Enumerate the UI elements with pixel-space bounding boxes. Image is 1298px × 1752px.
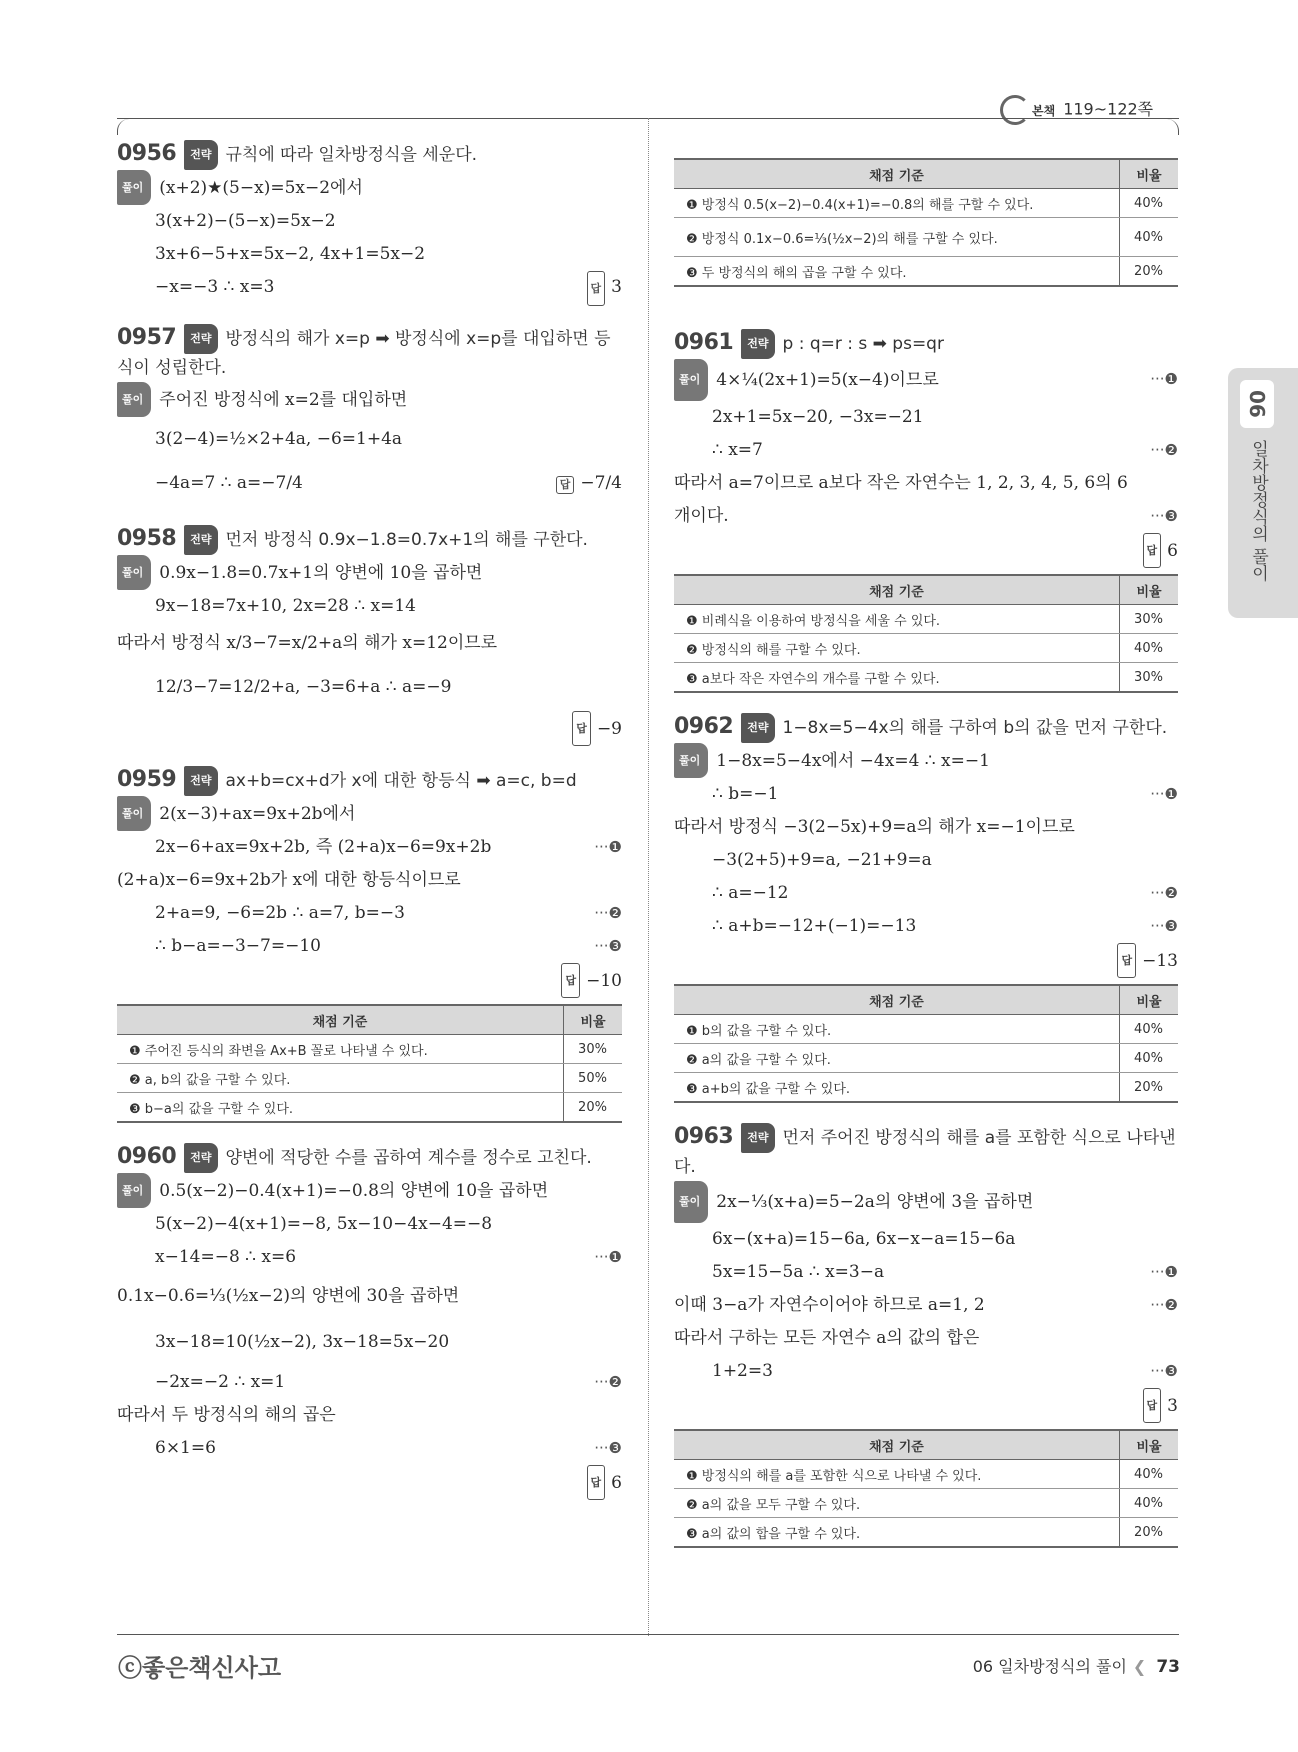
- solution-tag: 풀이: [117, 1173, 151, 1208]
- solution-line: 2x−⅓(x+a)=5−2a의 양변에 3을 곱하면: [716, 1192, 1034, 1212]
- criteria-header: 채점 기준: [674, 159, 1120, 189]
- problem-number: 0959: [117, 767, 177, 792]
- problem-header: [674, 1123, 1178, 1181]
- solution-line: 4×¼(2x+1)=5(x−4)이므로: [716, 370, 939, 390]
- step-marker: ···❶: [1150, 785, 1178, 803]
- table-row: ❷ 방정식의 해를 구할 수 있다. 40%: [674, 634, 1178, 663]
- problem-number: 0957: [117, 325, 177, 350]
- criteria-header: 채점 기준: [674, 1430, 1120, 1460]
- table-row: ❷ a의 값을 모두 구할 수 있다. 40%: [674, 1489, 1178, 1518]
- footer-page-info: [973, 1654, 1180, 1677]
- step-marker: ···❷: [594, 904, 622, 922]
- solution-line: 0.1x−0.6=⅓(½x−2)의 양변에 30을 곱하면: [117, 1286, 460, 1306]
- chevron-left-icon: ❮: [1132, 1657, 1147, 1676]
- strategy-tag: 전략: [184, 140, 217, 170]
- strategy-tag: 전략: [184, 766, 217, 796]
- right-column: [674, 140, 1178, 1568]
- solution-line: ∴ b−a=−3−7=−10: [155, 936, 321, 956]
- problem-number: 0962: [674, 714, 734, 739]
- solution-line: 2x−6+ax=9x+2b, 즉 (2+a)x−6=9x+2b: [155, 837, 492, 857]
- problem-0961: [674, 329, 1178, 693]
- problem-number: 0958: [117, 526, 177, 551]
- step-marker: ···❶: [1150, 370, 1178, 388]
- problem-number: 0963: [674, 1124, 734, 1149]
- strategy-tag: 전략: [741, 713, 774, 743]
- table-row: ❸ b−a의 값을 구할 수 있다. 20%: [117, 1093, 622, 1123]
- solution-line: 12/3−7=12/2+a, −3=6+a ∴ a=−9: [155, 677, 452, 697]
- answer-icon: 답: [572, 711, 591, 746]
- criteria-table: [674, 574, 1178, 693]
- table-row: ❷ a의 값을 구할 수 있다. 40%: [674, 1044, 1178, 1073]
- solution-line: 3x+6−5+x=5x−2, 4x+1=5x−2: [155, 244, 426, 264]
- problem-number: 0961: [674, 330, 734, 355]
- solution-line: 2+a=9, −6=2b ∴ a=7, b=−3: [155, 903, 405, 923]
- answer-value: −9: [596, 719, 622, 739]
- solution-line: 따라서 두 방정식의 해의 곱은: [117, 1405, 336, 1425]
- strategy-text: 먼저 방정식 0.9x−1.8=0.7x+1의 해를 구한다.: [225, 530, 588, 550]
- answer-value: 6: [1167, 541, 1178, 561]
- ratio-header: 비율: [1120, 575, 1179, 605]
- criteria-table: [674, 1429, 1178, 1548]
- problem-header: [117, 766, 622, 796]
- problem-0962: [674, 713, 1178, 1103]
- problem-header: [117, 1143, 622, 1173]
- table-row: ❸ a의 값의 합을 구할 수 있다. 20%: [674, 1518, 1178, 1548]
- reference-prefix: 본책: [1032, 103, 1056, 118]
- strategy-tag: 전략: [741, 1123, 774, 1153]
- step-marker: ···❶: [594, 1248, 622, 1266]
- table-row: ❷ a, b의 값을 구할 수 있다. 50%: [117, 1064, 622, 1093]
- answer-value: −7/4: [580, 473, 622, 493]
- ratio-header: 비율: [564, 1005, 623, 1035]
- strategy-text: ax+b=cx+d가 x에 대한 항등식 ➡ a=c, b=d: [225, 771, 577, 791]
- step-marker: ···❷: [1150, 1296, 1178, 1314]
- solution-line: 1+2=3: [712, 1361, 773, 1381]
- problem-header: [674, 329, 1178, 359]
- ratio-header: 비율: [1120, 159, 1179, 189]
- problem-number: 0956: [117, 141, 177, 166]
- strategy-text: 1−8x=5−4x의 해를 구하여 b의 값을 먼저 구한다.: [782, 718, 1168, 738]
- strategy-tag: 전략: [184, 1143, 217, 1173]
- answer-icon: 답: [1117, 943, 1136, 978]
- answer-icon: 답: [1143, 1388, 1162, 1423]
- step-marker: ···❸: [594, 937, 622, 955]
- column-divider: [648, 118, 649, 1636]
- answer-value: 6: [611, 1473, 622, 1493]
- solution-line: 9x−18=7x+10, 2x=28 ∴ x=14: [155, 596, 416, 616]
- problem-0963: [674, 1123, 1178, 1548]
- answer-icon: 답: [561, 963, 580, 998]
- footer-line: [117, 1634, 1179, 1635]
- solution-line: 5x=15−5a ∴ x=3−a: [712, 1262, 885, 1282]
- solution-line: 개이다.: [674, 506, 729, 526]
- solution-line: 2x+1=5x−20, −3x=−21: [712, 407, 924, 427]
- strategy-text: 양변에 적당한 수를 곱하여 계수를 정수로 고친다.: [225, 1148, 592, 1168]
- reference-range: 119~122쪽: [1063, 99, 1154, 119]
- solution-line: 0.5(x−2)−0.4(x+1)=−0.8의 양변에 10을 곱하면: [159, 1181, 549, 1201]
- answer-icon: 답: [587, 1465, 606, 1500]
- answer-value: −10: [586, 971, 622, 991]
- solution-line: −x=−3 ∴ x=3: [155, 277, 275, 297]
- step-marker: ···❷: [1150, 884, 1178, 902]
- criteria-header: 채점 기준: [674, 575, 1120, 605]
- solution-line: 3(x+2)−(5−x)=5x−2: [155, 211, 336, 231]
- solution-line: −4a=7 ∴ a=−7/4: [155, 473, 303, 493]
- problem-0959: [117, 766, 622, 1123]
- solution-line: (2+a)x−6=9x+2b가 x에 대한 항등식이므로: [117, 870, 461, 890]
- solution-line: 따라서 방정식 x/3−7=x/2+a의 해가 x=12이므로: [117, 633, 498, 653]
- problem-0960: [117, 1143, 622, 1500]
- table-row: ❶ 방정식의 해를 a를 포함한 식으로 나타낼 수 있다. 40%: [674, 1460, 1178, 1489]
- solution-line: 따라서 a=7이므로 a보다 작은 자연수는 1, 2, 3, 4, 5, 6의 6: [674, 473, 1128, 493]
- problem-0956: [117, 140, 622, 304]
- solution-line: ∴ b=−1: [712, 784, 779, 804]
- strategy-tag: 전략: [741, 329, 774, 359]
- answer-value: −13: [1142, 951, 1178, 971]
- solution-tag: 풀이: [117, 382, 151, 417]
- table-row: ❸ a보다 작은 자연수의 개수를 구할 수 있다. 30%: [674, 663, 1178, 693]
- solution-line: 3(2−4)=½×2+4a, −6=1+4a: [155, 429, 403, 449]
- solution-line: 0.9x−1.8=0.7x+1의 양변에 10을 곱하면: [159, 563, 483, 583]
- footer-chapter-title: 06 일차방정식의 풀이: [972, 1657, 1127, 1676]
- strategy-text: p : q=r : s ➡ ps=qr: [782, 334, 944, 354]
- solution-line: 주어진 방정식에 x=2를 대입하면: [159, 390, 408, 410]
- table-row: ❸ a+b의 값을 구할 수 있다. 20%: [674, 1073, 1178, 1103]
- table-row: ❶ b의 값을 구할 수 있다. 40%: [674, 1015, 1178, 1044]
- step-marker: ···❸: [1150, 917, 1178, 935]
- problem-header: [117, 525, 622, 555]
- table-row: ❶ 방정식 0.5(x−2)−0.4(x+1)=−0.8의 해를 구할 수 있다. 40%: [674, 189, 1178, 218]
- solution-line: −3(2+5)+9=a, −21+9=a: [712, 850, 932, 870]
- criteria-table-0960: [674, 158, 1178, 287]
- page-number: 73: [1156, 1657, 1180, 1677]
- ratio-header: 비율: [1120, 985, 1179, 1015]
- problem-header: [674, 713, 1178, 743]
- solution-tag: 풀이: [674, 1181, 708, 1223]
- problem-header: [117, 324, 622, 382]
- step-marker: ···❶: [594, 838, 622, 856]
- criteria-table: [674, 984, 1178, 1103]
- solution-line: 이때 3−a가 자연수이어야 하므로 a=1, 2: [674, 1295, 985, 1315]
- strategy-text: 규칙에 따라 일차방정식을 세운다.: [225, 145, 478, 165]
- step-marker: ···❷: [1150, 441, 1178, 459]
- answer-icon: 답: [1143, 533, 1162, 568]
- step-marker: ···❸: [1150, 507, 1178, 525]
- chapter-number: 06: [1240, 380, 1274, 428]
- step-marker: ···❷: [594, 1373, 622, 1391]
- strategy-text: 방정식의 해가 x=p ➡ 방정식에 x=p를 대입하면 등식이 성립한다.: [117, 329, 611, 378]
- solution-line: 1−8x=5−4x에서 −4x=4 ∴ x=−1: [716, 751, 990, 771]
- criteria-header: 채점 기준: [674, 985, 1120, 1015]
- table-row: ❶ 비례식을 이용하여 방정식을 세울 수 있다. 30%: [674, 605, 1178, 634]
- solution-line: ∴ a=−12: [712, 883, 789, 903]
- table-row: ❷ 방정식 0.1x−0.6=⅓(½x−2)의 해를 구할 수 있다. 40%: [674, 218, 1178, 257]
- solution-line: 6x−(x+a)=15−6a, 6x−x−a=15−6a: [712, 1229, 1016, 1249]
- solution-tag: 풀이: [674, 743, 708, 778]
- solution-line: −2x=−2 ∴ x=1: [155, 1372, 286, 1392]
- left-column: [117, 140, 622, 1520]
- solution-line: 3x−18=10(½x−2), 3x−18=5x−20: [155, 1332, 450, 1352]
- solution-line: ∴ x=7: [712, 440, 763, 460]
- problem-number: 0960: [117, 1144, 177, 1169]
- solution-tag: 풀이: [674, 359, 708, 401]
- solution-line: 5(x−2)−4(x+1)=−8, 5x−10−4x−4=−8: [155, 1214, 493, 1234]
- ratio-header: 비율: [1120, 1430, 1179, 1460]
- answer-icon: 답: [556, 476, 575, 494]
- solution-tag: 풀이: [117, 170, 151, 205]
- solution-line: ∴ a+b=−12+(−1)=−13: [712, 916, 917, 936]
- problem-0958: [117, 525, 622, 746]
- solution-line: (x+2)★(5−x)=5x−2에서: [159, 178, 363, 198]
- table-row: ❶ 주어진 등식의 좌변을 Ax+B 꼴로 나타낼 수 있다. 30%: [117, 1035, 622, 1064]
- solution-tag: 풀이: [117, 796, 151, 831]
- solution-line: x−14=−8 ∴ x=6: [155, 1247, 297, 1267]
- strategy-text: 먼저 주어진 방정식의 해를 a를 포함한 식으로 나타낸다.: [674, 1128, 1176, 1177]
- answer-value: 3: [611, 277, 622, 297]
- strategy-tag: 전략: [184, 324, 217, 354]
- chapter-side-tab: [1228, 368, 1298, 618]
- solution-line: 따라서 구하는 모든 자연수 a의 값의 합은: [674, 1328, 980, 1348]
- step-marker: ···❸: [594, 1439, 622, 1457]
- problem-header: [117, 140, 622, 170]
- chapter-title: 일차방정식의 풀이: [1248, 440, 1268, 582]
- strategy-tag: 전략: [184, 525, 217, 555]
- problem-0957: [117, 324, 622, 505]
- publisher-logo: ⓒ좋은책신사고: [118, 1654, 282, 1682]
- solution-line: 6×1=6: [155, 1438, 216, 1458]
- solution-line: 2(x−3)+ax=9x+2b에서: [159, 804, 356, 824]
- solution-tag: 풀이: [117, 555, 151, 590]
- step-marker: ···❶: [1150, 1263, 1178, 1281]
- table-row: ❸ 두 방정식의 해의 곱을 구할 수 있다. 20%: [674, 257, 1178, 287]
- criteria-header: 채점 기준: [117, 1005, 564, 1035]
- solution-line: 따라서 방정식 −3(2−5x)+9=a의 해가 x=−1이므로: [674, 817, 1075, 837]
- criteria-table: [117, 1004, 622, 1123]
- answer-icon: 답: [587, 271, 606, 306]
- answer-value: 3: [1167, 1396, 1178, 1416]
- step-marker: ···❸: [1150, 1362, 1178, 1380]
